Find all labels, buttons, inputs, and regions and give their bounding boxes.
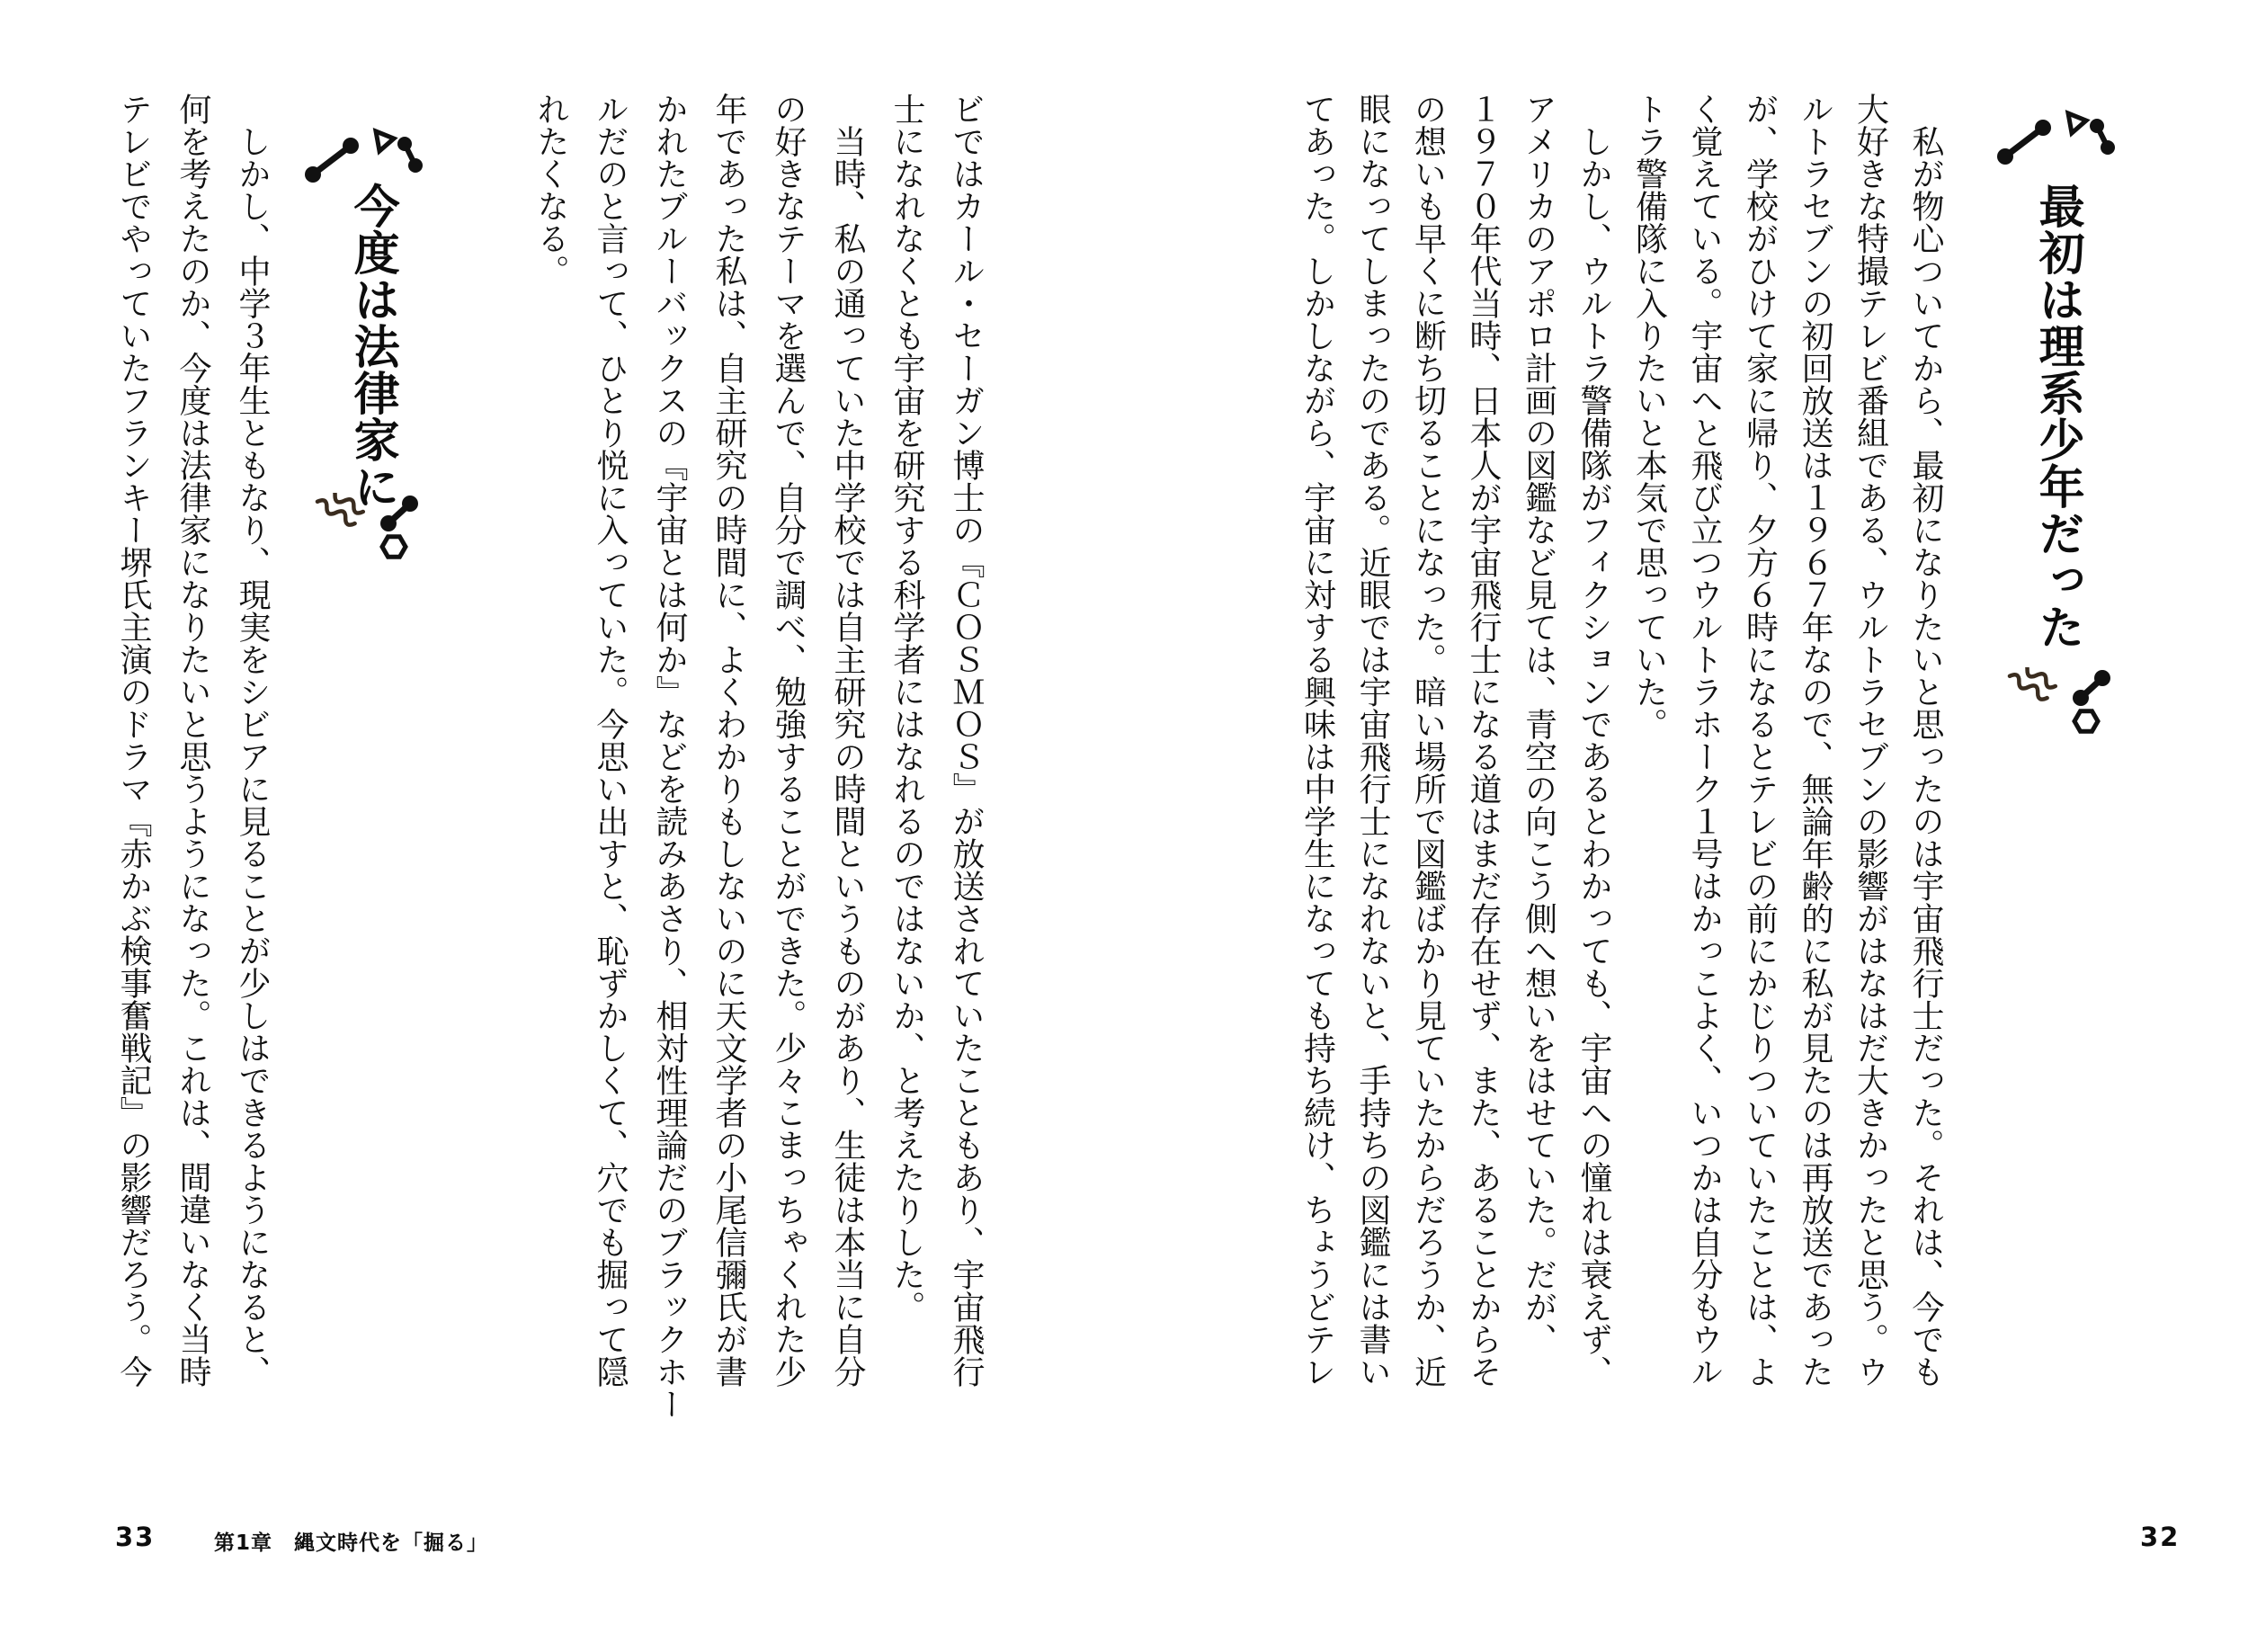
text-column: １９７０年代当時、日本人が宇宙飛行士になる道はまだ存在せず、また、あることからそ [1465,93,1502,1388]
page-number-right: 32 [2140,1522,2181,1552]
hexagon-icon [382,537,406,558]
left-page-text-lower [103,93,281,1422]
chapter-footer: 第1章 縄文時代を「掘る」 [214,1531,489,1555]
squiggle-lines-icon [2008,667,2057,703]
text-column: 大好きな特撮テレビ番組である、ウルトラセブンの影響がはなはだ大きかったと思う。ウ [1851,93,1889,1388]
squiggle-lines-icon [316,493,365,529]
text-column: しかし、ウルトラ警備隊がフィクションであるとわかっても、宇宙への憧れは衰えず、 [1575,125,1612,1388]
text-column: かれたブルーバックスの『宇宙とは何か』などを読みあさり、相対性理論だのブラックホー [651,93,688,1420]
heading-bottom-decoration [309,493,431,565]
text-column: ルだのと言って、ひとり悦に入っていた。今思い出すと、恥ずかしくて、穴でも掘って隠 [592,93,629,1388]
triangle-icon [2068,113,2086,133]
right-page-text [1289,93,1953,1409]
molecule-link-icon [1997,120,2051,165]
mini-molecule-icon [397,137,423,173]
text-column: 私が物心ついてから、最初になりたいと思ったのは宇宙飛行士だった。それは、今でも [1907,125,1944,1388]
molecule-link-icon [380,496,418,531]
text-column: の想いも早くに断ち切ることになった。暗い場所で図鑑ばかり見ていたからだろうか、近 [1409,93,1447,1388]
text-column: 年であった私は、自主研究の時間に、よくわかりもしないのに天文学者の小尾信彌氏が書 [710,93,747,1388]
mini-molecule-icon [2090,119,2115,155]
heading-top-decoration [1996,106,2118,165]
heading-top-decoration [304,124,425,183]
text-column: テレビでやっていたフランキー堺氏主演のドラマ『赤かぶ検事奮戦記』の影響だろう。今 [115,93,152,1388]
text-column: 士になれなくとも宇宙を研究する科学者にはなれるのではないか、と考えたりした。 [888,93,925,1323]
hexagon-icon [2074,711,2098,732]
right-page-heading: 最初は理系少年だった [2030,183,2084,650]
page-number-left: 33 [115,1522,156,1552]
text-column: れたくなる。 [532,93,569,287]
text-column: ルトラセブンの初回放送は１９６７年なので、無論年齢的に私が見たのは再放送であった [1797,93,1833,1388]
text-column: ビではカール・セーガン博士の『ＣＯＳＭＯＳ』が放送されていたこともあり、宇宙飛行 [948,93,985,1388]
text-column: 眼になってしまったのである。近眼では宇宙飛行士になれないと、手持ちの図鑑には書い [1354,93,1391,1388]
text-column: てあった。しかしながら、宇宙に対する興味は中学生になっても持ち続け、ちょうどテレ [1298,93,1336,1388]
text-column: 当時、私の通っていた中学校では自主研究の時間というものがあり、生徒は本当に自分 [829,125,866,1388]
text-column: トラ警備隊に入りたいと本気で思っていた。 [1630,93,1668,740]
molecule-link-icon [305,138,359,183]
left-page-heading: 今度は法律家に [345,183,399,510]
text-column: アメリカのアポロ計画の図鑑など見ては、青空の向こう側へ想いをはせていた。だが、 [1520,93,1557,1355]
left-page-text-upper [521,93,995,1422]
text-column: が、学校がひけて家に帰り、夕方６時になるとテレビの前にかじりついていたことは、よ [1741,93,1779,1388]
text-column: く覚えている。宇宙へと飛び立つウルトラホーク１号はかっこよく、いつかは自分もウル [1686,93,1723,1388]
triangle-icon [376,131,394,151]
text-column: の好きなテーマを選んで、自分で調べ、勉強することができた。少々こまっちゃくれた少 [770,93,807,1388]
heading-bottom-decoration [2002,667,2123,739]
text-column: 何を考えたのか、今度は法律家になりたいと思うようになった。これは、間違いなく当時 [174,93,211,1388]
text-column: しかし、中学３年生ともなり、現実をシビアに見ることが少しはできるようになると、 [234,125,271,1388]
molecule-link-icon [2073,670,2110,706]
